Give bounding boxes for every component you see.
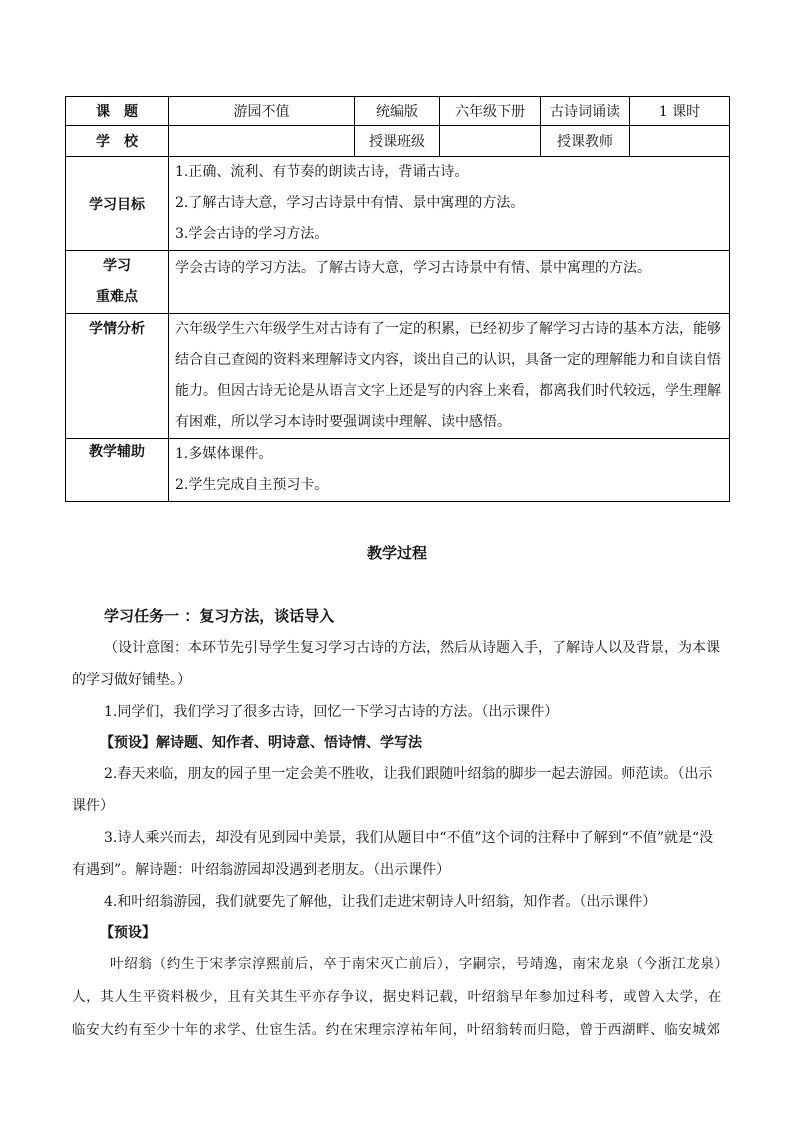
goals-list	[169, 157, 730, 251]
class-value	[440, 126, 541, 157]
topic-label: 课 题	[66, 97, 169, 126]
grade: 六年级下册	[440, 97, 541, 126]
keypoints-label-line: 重难点	[96, 289, 138, 305]
analysis-text: 六年级学生六年级学生对古诗有了一定的积累，已经初步了解学习古诗的基本方法，能够结合自己查阅的资料来理解诗文内容，谈出自己的认识，具备一定的理解能力和自读自悟能力。但因古诗无论是从语言文字上还是写的内容上来看，都离我们时代较远，学生理解有困难，所以学习本诗时要强调读中理解、读中感悟。	[169, 314, 730, 439]
aids-label: 教学辅助	[66, 439, 169, 502]
preset-1: 【预设】解诗题、知作者、明诗意、悟诗情、学写法	[100, 735, 422, 751]
task-heading: 学习任务一 ：复习方法，谈话导入	[104, 607, 335, 625]
aid-item: 2.学生完成自主预习卡。	[175, 477, 329, 493]
preset-2: 【预设】	[100, 925, 156, 941]
step-3: 3.诗人乘兴而去，却没有见到园中美景，我们从题目中“不值”这个词的注释中了解到“不值”就是“没有遇到”。解诗题：叶绍翁游园却没遇到老朋友。（出示课件）	[72, 830, 714, 878]
goal-item: 2.了解古诗大意，学习古诗景中有情、景中寓理的方法。	[175, 195, 525, 211]
lesson-info-table	[65, 96, 730, 502]
school-label: 学 校	[66, 126, 169, 157]
table-row	[66, 314, 730, 439]
teacher-label: 授课教师	[541, 126, 630, 157]
design-intent: （设计意图：本环节先引导学生复习学习古诗的方法，然后从诗题入手，了解诗人以及背景，为本课的学习做好铺垫。）	[72, 640, 720, 688]
goal-item: 1.正确、流利、有节奏的朗读古诗，背诵古诗。	[175, 164, 469, 180]
table-row	[66, 97, 730, 126]
table-row	[66, 251, 730, 314]
keypoints-label-line: 学习	[103, 258, 131, 274]
process-heading: 教学过程	[366, 544, 427, 562]
class-label: 授课班级	[355, 126, 440, 157]
author-bio: 叶绍翁（约生于宋孝宗淳熙前后，卒于南宋灭亡前后），字嗣宗，号靖逸，南宋龙泉（今浙江龙泉）人，其人生平资料极少，且有关其生平亦存争议，据史料记载，叶绍翁早年参加过科考，或曾入太学，在临安大约有至少十年的求学、仕宦生活。约在宋理宗淳祐年间，叶绍翁转而归隐，曾于西湖畔、临安城郊	[72, 956, 722, 1038]
table-row	[66, 157, 730, 251]
goals-label: 学习目标	[66, 157, 169, 251]
aids-list	[169, 439, 730, 502]
goal-item: 3.学会古诗的学习方法。	[175, 226, 329, 242]
school-value	[169, 126, 355, 157]
aid-item: 1.多媒体课件。	[175, 446, 273, 462]
step-1: 1.同学们，我们学习了很多古诗，回忆一下学习古诗的方法。（出示课件）	[104, 704, 559, 720]
lesson-title: 游园不值	[169, 97, 355, 126]
analysis-label: 学情分析	[66, 314, 169, 439]
process-body	[72, 600, 722, 1047]
keypoints-text: 学会古诗的学习方法。了解古诗大意，学习古诗景中有情、景中寓理的方法。	[169, 251, 730, 314]
unit: 古诗词诵读	[541, 97, 630, 126]
table-row	[66, 439, 730, 502]
teacher-value	[630, 126, 730, 157]
step-2: 2.春天来临，朋友的园子里一定会美不胜收，让我们跟随叶绍翁的脚步一起去游园。师范读。（出示课件）	[72, 766, 713, 814]
keypoints-label	[66, 251, 169, 314]
step-4: 4.和叶绍翁游园，我们就要先了解他，让我们走进宋朝诗人叶绍翁，知作者。（出示课件）	[104, 894, 657, 910]
class-hours: 1 课时	[630, 97, 730, 126]
table-row	[66, 126, 730, 157]
edition: 统编版	[355, 97, 440, 126]
